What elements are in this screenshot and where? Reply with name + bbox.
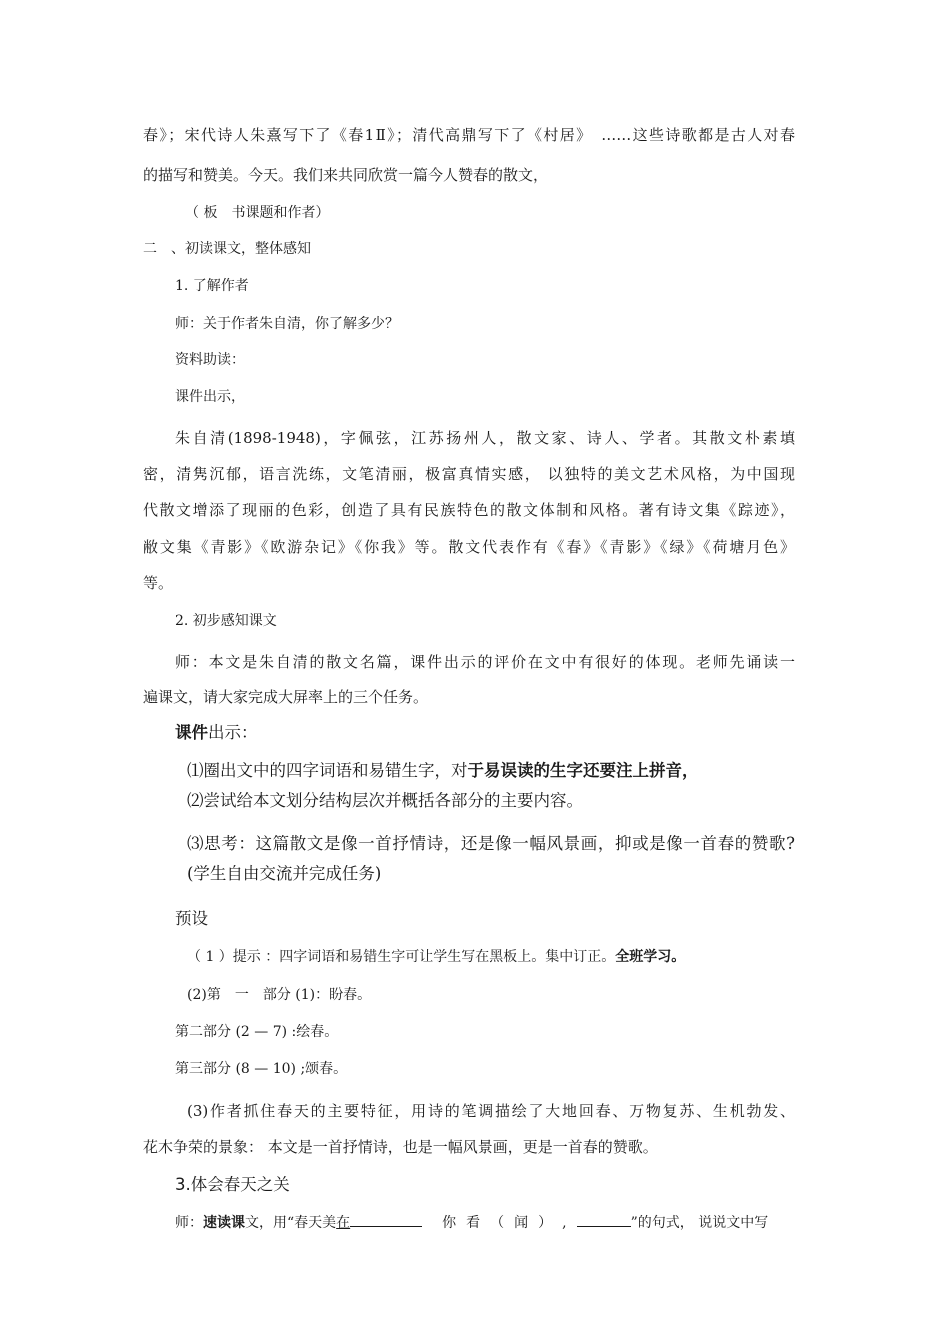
preset-item-2c: 第三部分 (8 — 10) ;颂春。 — [175, 1061, 348, 1077]
text-line: 课件出示， — [175, 389, 245, 405]
subsection-heading: 1. 了解作者 — [175, 278, 249, 294]
subsection-heading: 3.体会春天之关 — [175, 1175, 290, 1194]
text-line: 密，清隽沉郁，语言洗练，文笔清丽，极富真情实感， 以独特的美文艺术风格，为中国现 — [143, 465, 795, 483]
text-line: 春》；宋代诗人朱熹写下了《春1Ⅱ》；清代高鼎写下了《村居》 ……这些诗歌都是古人对春 — [143, 126, 795, 144]
task-text: ⑴圈出文中的四字词语和易错生字，对 — [187, 761, 468, 780]
text-line: 敝文集《青影》《欧游杂记》《你我》等。散文代表作有《春》《青影》《绿》《荷塘月色》 — [143, 538, 795, 556]
task-emphasis: 于易误读的生字还要注上拼音， — [467, 761, 699, 780]
speaker-label: 师： — [175, 1215, 203, 1231]
preset-heading: 预设 — [175, 909, 208, 928]
fill-blank — [577, 1211, 631, 1227]
preset-text: （ 1 ）提示 ：四字词语和易错生字可让学生写在黑板上。集中订正。 — [187, 949, 616, 965]
preset-item-2: (2)第 一 部分 (1)：盼春。 — [187, 987, 372, 1003]
bold-text: 速读课 — [203, 1215, 245, 1231]
text-line-with-blanks — [175, 1211, 768, 1233]
preset-emphasis: 全班学习。 — [615, 949, 686, 965]
label-text: 出示： — [208, 723, 258, 742]
text-span: 文，用“春天美 — [245, 1215, 337, 1231]
preset-item-2b: 第二部分 (2 — 7) :绘春。 — [175, 1024, 339, 1040]
bold-label: 课件 — [175, 723, 208, 742]
task-item-2: ⑵尝试给本文划分结构层次并概括各部分的主要内容。 — [187, 791, 583, 810]
task-item-1 — [187, 760, 699, 782]
text-line: 遍课文，请大家完成大屏率上的三个任务。 — [143, 688, 429, 706]
section-heading: 二 、初读课文，整体感知 — [143, 241, 311, 257]
fill-blank — [350, 1211, 422, 1227]
text-line: 代散文增添了现丽的色彩，创造了具有民族特色的散文体制和风格。著有诗文集《踪迹》， — [143, 501, 795, 519]
task-note: (学生自由交流并完成任务) — [187, 864, 382, 883]
text-line: 师：本文是朱自清的散文名篇，课件出示的评价在文中有很好的体现。老师先诵读一 — [175, 653, 795, 671]
text-line: 师：关于作者朱自清，你了解多少？ — [175, 316, 399, 332]
subsection-heading: 2. 初步感知课文 — [175, 613, 277, 629]
text-line: 资料助读： — [175, 352, 245, 368]
text-line: 的描写和赞美。今天。我们来共同欣赏一篇今人赞春的散文， — [143, 166, 549, 184]
underlined-text: 在 — [336, 1215, 351, 1231]
preset-item-1 — [187, 947, 685, 967]
note-line: （ 板 书课题和作者） — [185, 205, 330, 221]
text-line: 等。 — [143, 574, 174, 592]
text-span: ”的句式， 说说文中写 — [630, 1215, 769, 1231]
courseware-heading — [175, 722, 258, 744]
text-span: 你看（闻）, — [442, 1215, 577, 1231]
task-item-3: ⑶思考：这篇散文是像一首抒情诗，还是像一幅风景画，抑或是像一首春的赞歌? — [187, 834, 795, 853]
preset-item-3: (3)作者抓住春天的主要特征，用诗的笔调描绘了大地回春、万物复苏、生机勃发、 — [187, 1102, 795, 1120]
text-line: 朱自清(1898-1948)，字佩弦，江苏扬州人，散文家、诗人、学者。其散文朴素填 — [175, 429, 795, 447]
text-line: 花木争荣的景象： 本文是一首抒情诗，也是一幅风景画，更是一首春的赞歌。 — [143, 1138, 658, 1156]
